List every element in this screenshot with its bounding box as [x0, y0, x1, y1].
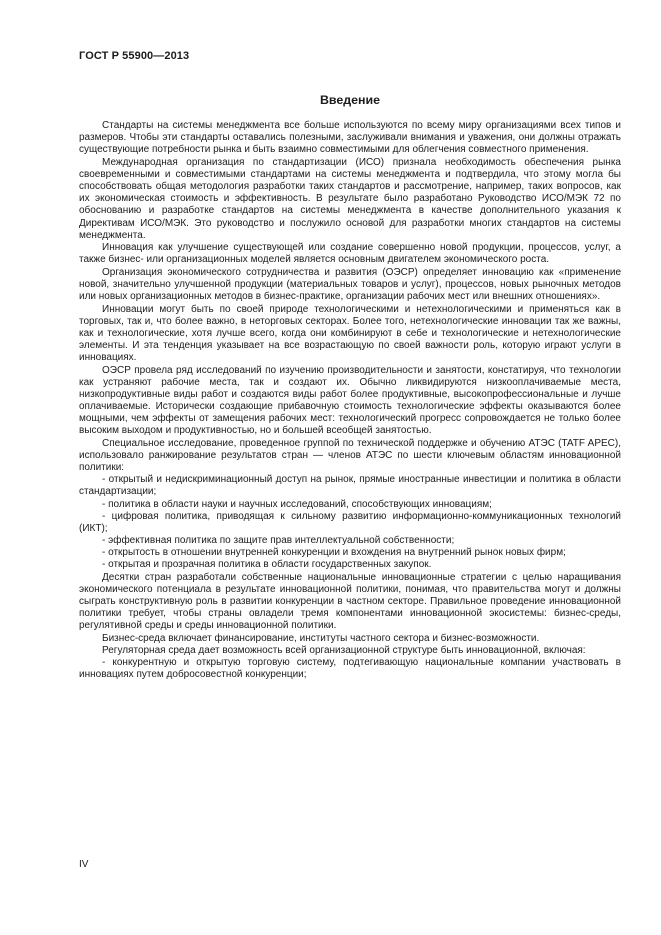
paragraph: Организация экономического сотрудничества и развития (ОЭСР) определяет инновацию как «применение новой, значительно улучшенной продукции (материальных товаров и услуг), процессов, новых рыночных методов или новых организационных методов в бизнес-практике, организации рабочих мест или внешних отношениях».: [79, 266, 621, 303]
list-item: - открытость в отношении внутренней конкуренции и вхождения на внутренний рынок новых фирм;: [102, 547, 566, 559]
section-title: Введение: [319, 93, 381, 107]
list-item: - открытая и прозрачная политика в области государственных закупок.: [102, 559, 432, 571]
paragraph: Специальное исследование, проведенное группой по технической поддержке и обучению АТЭС (TATF APEC), использовало ранжирование результатов стран — членов АТЭС по шести ключевым областям инновационной политики:: [79, 437, 621, 474]
body-text: [79, 120, 621, 682]
list-item: - эффективная политика по защите прав интеллектуальной собственности;: [102, 535, 455, 547]
paragraph: Десятки стран разработали собственные национальные инновационные стратегии с целью наращивания экономического потенциала в результате инновационной политики, понимая, что правительства могут и должны сыграть конструктивную роль в развитии конкуренции в частном секторе. Правильное проведение инновационной политики требует, чтобы страны овладели тремя компонентами инновационной экосистемы: бизнес-среды, регулятивной среды и среды инновационной политики.: [79, 571, 621, 632]
paragraph: Инновация как улучшение существующей или создание совершенно новой продукции, процессов, услуг, а также бизнес- или организационных моделей является основным двигателем экономического роста.: [79, 242, 621, 266]
document-header: ГОСТ Р 55900—2013: [79, 50, 190, 62]
list-item: - цифровая политика, приводящая к сильному развитию информационно-коммуникационных технологий (ИКТ);: [79, 510, 621, 534]
list-item: - открытый и недискриминационный доступ на рынок, прямые иностранные инвестиции и политика в области стандартизации;: [79, 474, 621, 498]
paragraph: Бизнес-среда включает финансирование, институты частного сектора и бизнес-возможности.: [102, 632, 540, 644]
page-number: IV: [79, 859, 89, 870]
paragraph: Регуляторная среда дает возможность всей организационной структуре быть инновационной, включая:: [102, 645, 586, 657]
paragraph: Инновации могут быть по своей природе технологическими и нетехнологическими и применяться как в торговых, так и, что более важно, в неторговых секторах. Более того, нетехнологические инновации так же важны, как и технологические, хотя лучше всего, когда они комбинируют в себе и технологические и нетехнологические элементы. И эта тенденция указывает на все возрастающую по своей важности роль, которую играют услуги в инновациях.: [79, 303, 621, 364]
list-item: - конкурентную и открытую торговую систему, подтегивающую национальные компании участвовать в инновациях путем добросовестной конкуренции;: [79, 657, 621, 681]
paragraph: Международная организация по стандартизации (ИСО) признала необходимость обеспечения рынка своевременными и совместимыми стандартами на системы менеджмента и подтвердила, что этому могла бы способствовать общая методология разработки таких стандартов и рассмотрение, например, таких вопросов, как их экономическая стоимость и эффективность. В результате было разработано Руководство ИСО/МЭК 72 по обоснованию и разработке стандартов на системы менеджмента в качестве дополнительного указания к Директивам ИСО/МЭК. Это руководство и послужило основой для разработки многих стандартов на системы менеджмента.: [79, 156, 621, 241]
list-item: - политика в области науки и научных исследований, способствующих инновациям;: [102, 498, 492, 510]
paragraph: ОЭСР провела ряд исследований по изучению производительности и занятости, констатируя, что технологии как устраняют рабочие места, так и создают их. Обычно ликвидируются низкооплачиваемые места, низкопродуктивные виды работ и создаются виды работ более продуктивные, высокопрофессиональные и лучше оплачиваемые. Исторически создающие прибавочную стоимость технологические эффекты оказываются более мощными, чем эффекты от замещения рабочих мест: технологический прогресс сопровождается не только более высоким выходом и продуктивностью, но и большей всеобщей занятостью.: [79, 364, 621, 437]
paragraph: Стандарты на системы менеджмента все больше используются по всему миру организациями всех типов и размеров. Чтобы эти стандарты оставались полезными, заслуживали внимания и уважения, они должны отражать существующие потребности рынка и быть взаимно совместимыми для облегчения совместного применения.: [79, 120, 621, 156]
